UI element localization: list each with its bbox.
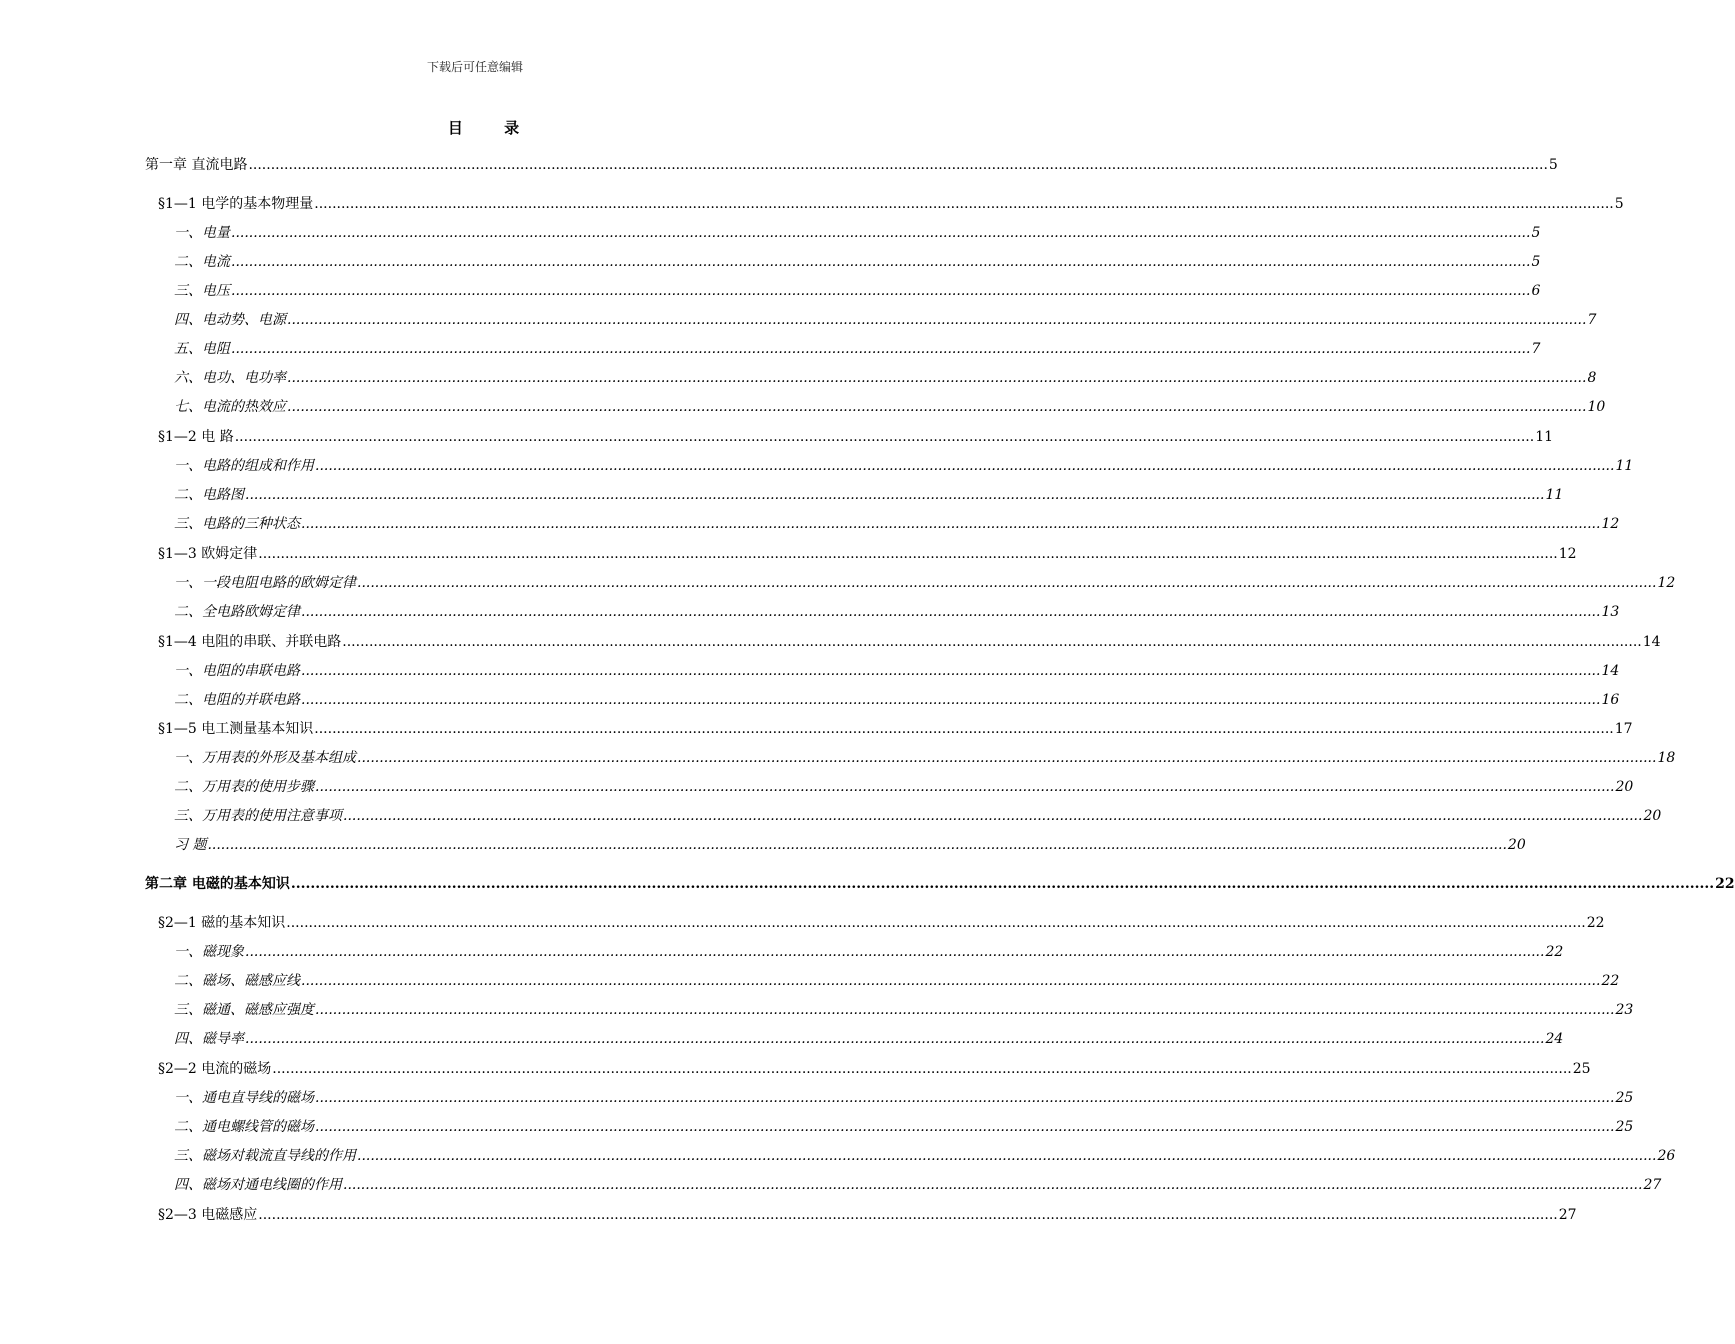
toc-entry-page-number: 5 <box>1548 157 1558 173</box>
toc-leader-dots <box>314 194 1613 214</box>
toc-leader-dots <box>245 485 1544 505</box>
toc-entry[interactable] <box>0 252 1541 272</box>
toc-leader-dots <box>301 690 1600 710</box>
toc-entry[interactable] <box>0 155 1558 175</box>
toc-entry-label: §2—1 磁的基本知识 <box>158 915 286 931</box>
toc-entry-page-number: 5 <box>1531 225 1541 241</box>
toc-entry[interactable] <box>0 661 1620 681</box>
toc-entry-page-number: 12 <box>1601 516 1620 532</box>
toc-entry-page-number: 25 <box>1615 1090 1634 1106</box>
toc-entry-page-number: 22 <box>1586 915 1605 931</box>
toc-leader-dots <box>314 719 1613 739</box>
toc-entry-page-number: 7 <box>1587 312 1597 328</box>
toc-leader-dots <box>231 281 1530 301</box>
toc-entry-page-number: 27 <box>1558 1207 1577 1223</box>
toc-leader-dots <box>301 602 1600 622</box>
toc-entry-page-number: 22 <box>1715 876 1735 892</box>
toc-entry[interactable] <box>0 397 1606 417</box>
toc-leader-dots <box>231 252 1530 272</box>
toc-entry-label: 一、万用表的外形及基本组成 <box>174 750 356 766</box>
toc-entry-page-number: 25 <box>1615 1119 1634 1135</box>
toc-entry-label: 七、电流的热效应 <box>174 399 286 415</box>
toc-leader-dots <box>207 835 1506 855</box>
toc-leader-dots <box>286 913 1585 933</box>
toc-entry-page-number: 5 <box>1531 254 1541 270</box>
toc-entry-label: 三、电路的三种状态 <box>174 516 300 532</box>
toc-entry-label: 二、全电路欧姆定律 <box>174 604 300 620</box>
toc-entry-page-number: 8 <box>1587 370 1597 386</box>
toc-entry-label: 一、电路的组成和作用 <box>174 458 314 474</box>
toc-entry[interactable] <box>0 971 1620 991</box>
toc-leader-dots <box>343 806 1642 826</box>
toc-leader-dots <box>301 661 1600 681</box>
toc-entry-page-number: 25 <box>1572 1061 1591 1077</box>
toc-entry-page-number: 18 <box>1657 750 1676 766</box>
toc-entry-page-number: 14 <box>1601 663 1620 679</box>
toc-entry[interactable] <box>0 835 1526 855</box>
toc-entry[interactable] <box>0 748 1676 768</box>
toc-entry[interactable] <box>0 223 1541 243</box>
toc-entry-label: 三、电压 <box>174 283 230 299</box>
toc-entry[interactable] <box>0 573 1676 593</box>
toc-entry-page-number: 10 <box>1587 399 1606 415</box>
toc-entry-page-number: 11 <box>1615 458 1634 474</box>
toc-entry-page-number: 11 <box>1535 429 1554 445</box>
toc-entry[interactable] <box>0 281 1541 301</box>
toc-entry-page-number: 5 <box>1614 196 1624 212</box>
toc-entry[interactable] <box>0 874 1735 894</box>
toc-entry[interactable] <box>0 719 1633 739</box>
toc-entry[interactable] <box>0 1059 1591 1079</box>
toc-entry-label: 五、电阻 <box>174 341 230 357</box>
toc-entry-page-number: 23 <box>1615 1002 1634 1018</box>
toc-entry[interactable] <box>0 194 1624 214</box>
toc-entry-label: 第二章 电磁的基本知识 <box>145 876 290 892</box>
toc-entry-label: §1—1 电学的基本物理量 <box>158 196 314 212</box>
toc-entry[interactable] <box>0 1029 1564 1049</box>
toc-entry[interactable] <box>0 1146 1676 1166</box>
toc-entry[interactable] <box>0 427 1554 447</box>
toc-entry-page-number: 16 <box>1601 692 1620 708</box>
toc-title: 目 录 <box>447 119 538 137</box>
toc-entry-label: 习 题 <box>174 837 207 853</box>
toc-entry[interactable] <box>0 1088 1634 1108</box>
toc-entry[interactable] <box>0 1117 1634 1137</box>
toc-entry-label: 六、电功、电功率 <box>174 370 286 386</box>
toc-entry[interactable] <box>0 514 1620 534</box>
toc-leader-dots <box>357 748 1656 768</box>
toc-entry-page-number: 11 <box>1545 487 1564 503</box>
toc-entry-label: 一、磁现象 <box>174 944 244 960</box>
toc-leader-dots <box>231 339 1530 359</box>
page-header-note: 下载后可任意编辑 <box>426 60 523 74</box>
toc-leader-dots <box>245 942 1544 962</box>
toc-entry-label: 四、磁导率 <box>174 1031 244 1047</box>
toc-entry-page-number: 12 <box>1657 575 1676 591</box>
toc-entry-page-number: 26 <box>1657 1148 1676 1164</box>
toc-entry-label: 二、电流 <box>174 254 230 270</box>
toc-entry-page-number: 20 <box>1615 779 1634 795</box>
toc-entry-page-number: 17 <box>1614 721 1633 737</box>
toc-entry-label: §1—5 电工测量基本知识 <box>158 721 314 737</box>
toc-entry-label: 二、万用表的使用步骤 <box>174 779 314 795</box>
toc-entry-label: §1—3 欧姆定律 <box>158 546 258 562</box>
toc-leader-dots <box>272 1059 1571 1079</box>
toc-entry[interactable] <box>0 913 1605 933</box>
toc-entry[interactable] <box>0 368 1597 388</box>
toc-entry[interactable] <box>0 1000 1634 1020</box>
toc-entry-label: 二、电阻的并联电路 <box>174 692 300 708</box>
toc-entry-label: 三、磁场对载流直导线的作用 <box>174 1148 356 1164</box>
toc-entry-label: 四、磁场对通电线圈的作用 <box>174 1177 342 1193</box>
toc-leader-dots <box>231 223 1530 243</box>
toc-entry-label: 二、磁场、磁感应线 <box>174 973 300 989</box>
toc-leader-dots <box>315 1117 1614 1137</box>
toc-entry-label: §2—3 电磁感应 <box>158 1207 258 1223</box>
toc-leader-dots <box>301 971 1600 991</box>
toc-entry-label: 一、通电直导线的磁场 <box>174 1090 314 1106</box>
toc-leader-dots <box>301 514 1600 534</box>
toc-entry[interactable] <box>0 310 1597 330</box>
toc-leader-dots <box>245 1029 1544 1049</box>
toc-leader-dots <box>357 573 1656 593</box>
toc-entry-label: §2—2 电流的磁场 <box>158 1061 272 1077</box>
toc-leader-dots <box>258 544 1557 564</box>
toc-leader-dots <box>235 427 1534 447</box>
toc-leader-dots <box>315 456 1614 476</box>
toc-entry[interactable] <box>0 942 1564 962</box>
toc-entry-page-number: 22 <box>1545 944 1564 960</box>
toc-leader-dots <box>343 1175 1642 1195</box>
toc-entry-page-number: 7 <box>1531 341 1541 357</box>
toc-entry-label: 一、电量 <box>174 225 230 241</box>
toc-entry-page-number: 27 <box>1643 1177 1662 1193</box>
toc-leader-dots <box>287 397 1586 417</box>
toc-entry-page-number: 6 <box>1531 283 1541 299</box>
toc-entry-label: 四、电动势、电源 <box>174 312 286 328</box>
toc-entry[interactable] <box>0 339 1541 359</box>
toc-entry-page-number: 12 <box>1558 546 1577 562</box>
toc-leader-dots <box>291 874 1714 894</box>
toc-entry[interactable] <box>0 632 1661 652</box>
toc-leader-dots <box>357 1146 1656 1166</box>
toc-entry-label: 三、磁通、磁感应强度 <box>174 1002 314 1018</box>
toc-entry[interactable] <box>0 1205 1577 1225</box>
toc-leader-dots <box>248 155 1547 175</box>
toc-entry[interactable] <box>0 1175 1662 1195</box>
toc-leader-dots <box>315 1000 1614 1020</box>
toc-entry[interactable] <box>0 485 1564 505</box>
toc-entry-page-number: 13 <box>1601 604 1620 620</box>
toc-entry-label: §1—2 电 路 <box>158 429 234 445</box>
toc-entry[interactable] <box>0 690 1620 710</box>
toc-entry[interactable] <box>0 602 1620 622</box>
toc-entry-page-number: 24 <box>1545 1031 1564 1047</box>
toc-entry-label: 一、一段电阻电路的欧姆定律 <box>174 575 356 591</box>
toc-leader-dots <box>258 1205 1557 1225</box>
toc-leader-dots <box>315 1088 1614 1108</box>
toc-entry-page-number: 14 <box>1642 634 1661 650</box>
toc-entry-label: §1—4 电阻的串联、并联电路 <box>158 634 342 650</box>
toc-leader-dots <box>287 368 1586 388</box>
toc-entry-page-number: 20 <box>1643 808 1662 824</box>
toc-entry[interactable] <box>0 456 1634 476</box>
toc-leader-dots <box>315 777 1614 797</box>
toc-entry[interactable] <box>0 777 1634 797</box>
toc-entry-label: 二、通电螺线管的磁场 <box>174 1119 314 1135</box>
toc-leader-dots <box>287 310 1586 330</box>
toc-entry-label: 一、电阻的串联电路 <box>174 663 300 679</box>
toc-entry-page-number: 22 <box>1601 973 1620 989</box>
toc-entry-label: 三、万用表的使用注意事项 <box>174 808 342 824</box>
toc-entry-label: 第一章 直流电路 <box>145 157 248 173</box>
toc-leader-dots <box>342 632 1641 652</box>
toc-entry[interactable] <box>0 806 1662 826</box>
toc-entry-label: 二、电路图 <box>174 487 244 503</box>
toc-entry[interactable] <box>0 544 1577 564</box>
toc-entry-page-number: 20 <box>1507 837 1526 853</box>
